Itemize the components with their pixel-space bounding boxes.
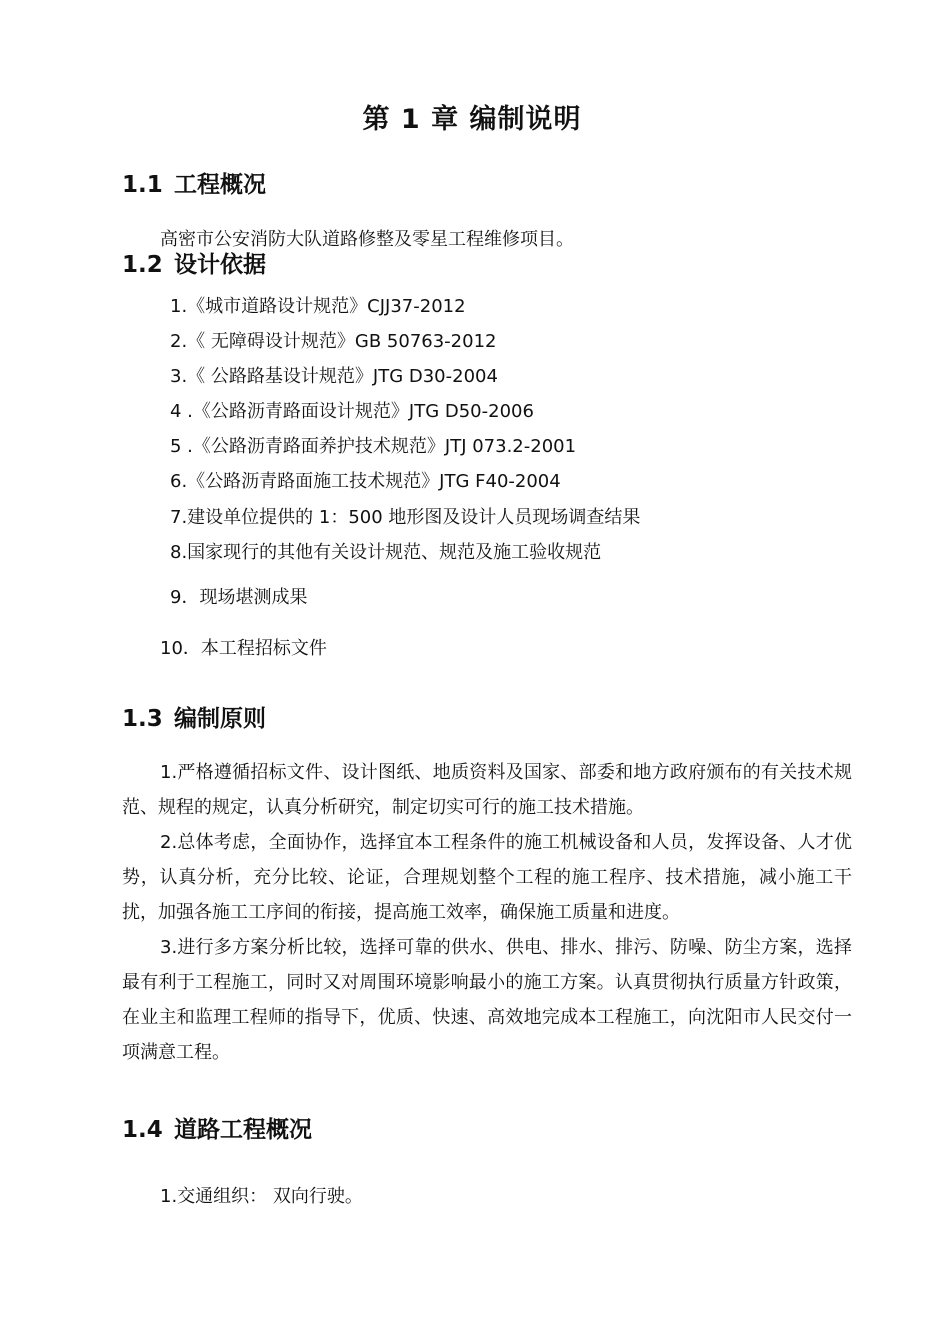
section-number: 1.4 — [122, 1117, 163, 1143]
basis-item: 10．本工程招标文件 — [160, 638, 327, 659]
principle-paragraph: 3.进行多方案分析比较，选择可靠的供水、供电、排水、排污、防噪、防尘方案，选择最有利于工程施工，同时又对周围环境影响最小的施工方案。认真贯彻执行质量方针政策，在业主和监理工程师的指导下，优质、快速、高效地完成本工程施工，向沈阳市人民交付一项满意工程。 — [122, 937, 852, 1063]
chapter-title: 第 1 章 编制说明 — [362, 104, 582, 135]
basis-item: 7.建设单位提供的 1：500 地形图及设计人员现场调查结果 — [170, 507, 641, 528]
section-heading-1-3 — [122, 700, 266, 733]
section-number: 1.3 — [122, 706, 163, 732]
section-title: 工程概况 — [174, 172, 266, 198]
principle-paragraph: 1.严格遵循招标文件、设计图纸、地质资料及国家、部委和地方政府颁布的有关技术规范、规程的规定，认真分析研究，制定切实可行的施工技术措施。 — [122, 762, 852, 818]
section-title: 道路工程概况 — [174, 1117, 312, 1143]
section-title: 设计依据 — [174, 252, 266, 278]
basis-item: 4 .《公路沥青路面设计规范》JTG D50-2006 — [170, 401, 534, 422]
basis-item: 8.国家现行的其他有关设计规范、规范及施工验收规范 — [170, 542, 602, 563]
section-number: 1.2 — [122, 252, 163, 278]
basis-item: 6.《公路沥青路面施工技术规范》JTG F40-2004 — [170, 471, 561, 492]
basis-item: 2.《 无障碍设计规范》GB 50763-2012 — [170, 331, 497, 352]
section-heading-1-2 — [122, 246, 266, 279]
project-overview-text: 高密市公安消防大队道路修整及零星工程维修项目。 — [160, 229, 574, 250]
basis-item: 1.《城市道路设计规范》CJJ37-2012 — [170, 296, 466, 317]
section-title: 编制原则 — [174, 706, 266, 732]
section-heading-1-4 — [122, 1111, 312, 1144]
basis-item: 5 .《公路沥青路面养护技术规范》JTJ 073.2-2001 — [170, 436, 577, 457]
section-heading-1-1 — [122, 166, 266, 199]
basis-item: 3.《 公路路基设计规范》JTG D30-2004 — [170, 366, 498, 387]
section-number: 1.1 — [122, 172, 163, 198]
principle-paragraph: 2.总体考虑，全面协作，选择宜本工程条件的施工机械设备和人员，发挥设备、人才优势，认真分析，充分比较、论证，合理规划整个工程的施工程序、技术措施，减小施工干扰，加强各施工工序间的衔接，提高施工效率，确保施工质量和进度。 — [122, 832, 852, 923]
basis-item: 9．现场堪测成果 — [170, 587, 308, 608]
road-overview-item: 1.交通组织： 双向行驶。 — [160, 1186, 363, 1207]
